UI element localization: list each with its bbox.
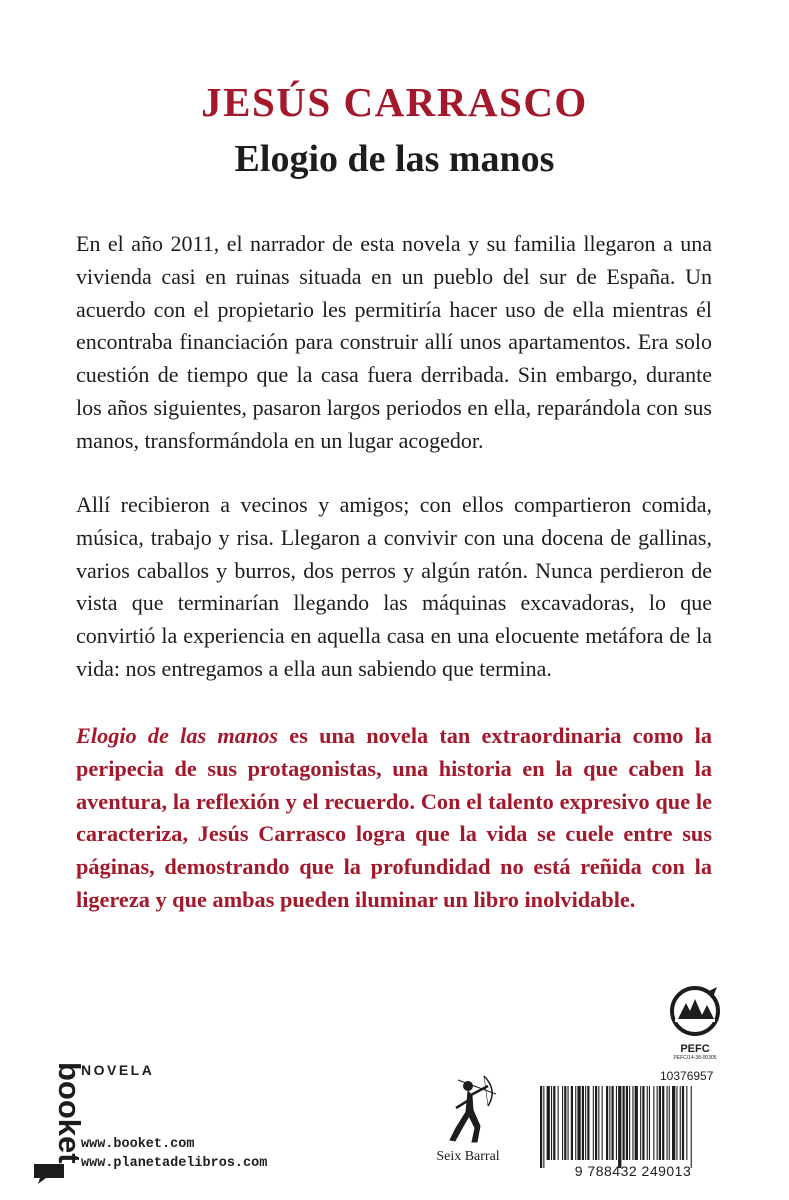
synopsis-highlight xyxy=(76,720,712,917)
website-planetadelibros[interactable]: www.planetadelibros.com xyxy=(81,1156,268,1171)
synopsis-paragraph-2: Allí recibieron a vecinos y amigos; con ellos compartieron comida, música, trabajo y risa. Llegaron a convivir con una docena de gallinas, varios caballos y burros, dos perros y algún ratón. Nunca perdieron de vista que terminarían llegando las máquinas excavadoras, lo que convirtió la experiencia en aquella casa en una elocuente metáfora de la vida: nos entregamos a ella aun sabiendo que termina. xyxy=(76,492,712,681)
highlight-text: es una novela tan extraordinaria como la peripecia de sus protagonistas, una historia en la que caben la aventura, la reflexión y el recuerdo. Con el talento expresivo que le caracteriza, Jesús Carrasco logra que la vida se cuele entre sus páginas, demostrando que la profundidad no está reñida con la ligereza y que ambas pueden iluminar un libro inolvidable. xyxy=(76,723,712,912)
pefc-tree-icon xyxy=(669,985,721,1037)
isbn-barcode xyxy=(530,1086,736,1178)
isbn-number: 9 788432 249013 xyxy=(574,1163,692,1179)
synopsis-paragraph-1: En el año 2011, el narrador de esta novela y su familia llegaron a una vivienda casi en ruinas situada en un pueblo del sur de España. Un acuerdo con el propietario les permitiría hacer uso de ella mientras él encontraba financiación para construir allí unos apartamentos. Era solo cuestión de tiempo que la casa fuera derribada. Sin embargo, durante los años siguientes, pasaron largos periodos en ella, reparándola con sus manos, transformándola en un lugar acogedor. xyxy=(76,231,712,453)
product-code: 10376957 xyxy=(660,1069,714,1083)
highlight-book-title: Elogio de las manos xyxy=(76,723,279,748)
imprint-name: Seix Barral xyxy=(436,1149,500,1164)
archer-icon xyxy=(428,1072,508,1144)
pefc-label: PEFC xyxy=(680,1043,710,1055)
pefc-code: PEFC/14-38-00305 xyxy=(673,1055,717,1061)
booket-logo-text: booket xyxy=(52,1062,87,1164)
pefc-certification xyxy=(655,985,735,1065)
genre-label: NOVELA xyxy=(81,1062,155,1078)
book-title: Elogio de las manos xyxy=(234,138,555,180)
author-name: JESÚS CARRASCO xyxy=(201,79,588,125)
seix-barral-imprint xyxy=(413,1072,523,1165)
website-booket[interactable]: www.booket.com xyxy=(81,1137,195,1152)
booket-logo-icon xyxy=(32,1060,87,1180)
